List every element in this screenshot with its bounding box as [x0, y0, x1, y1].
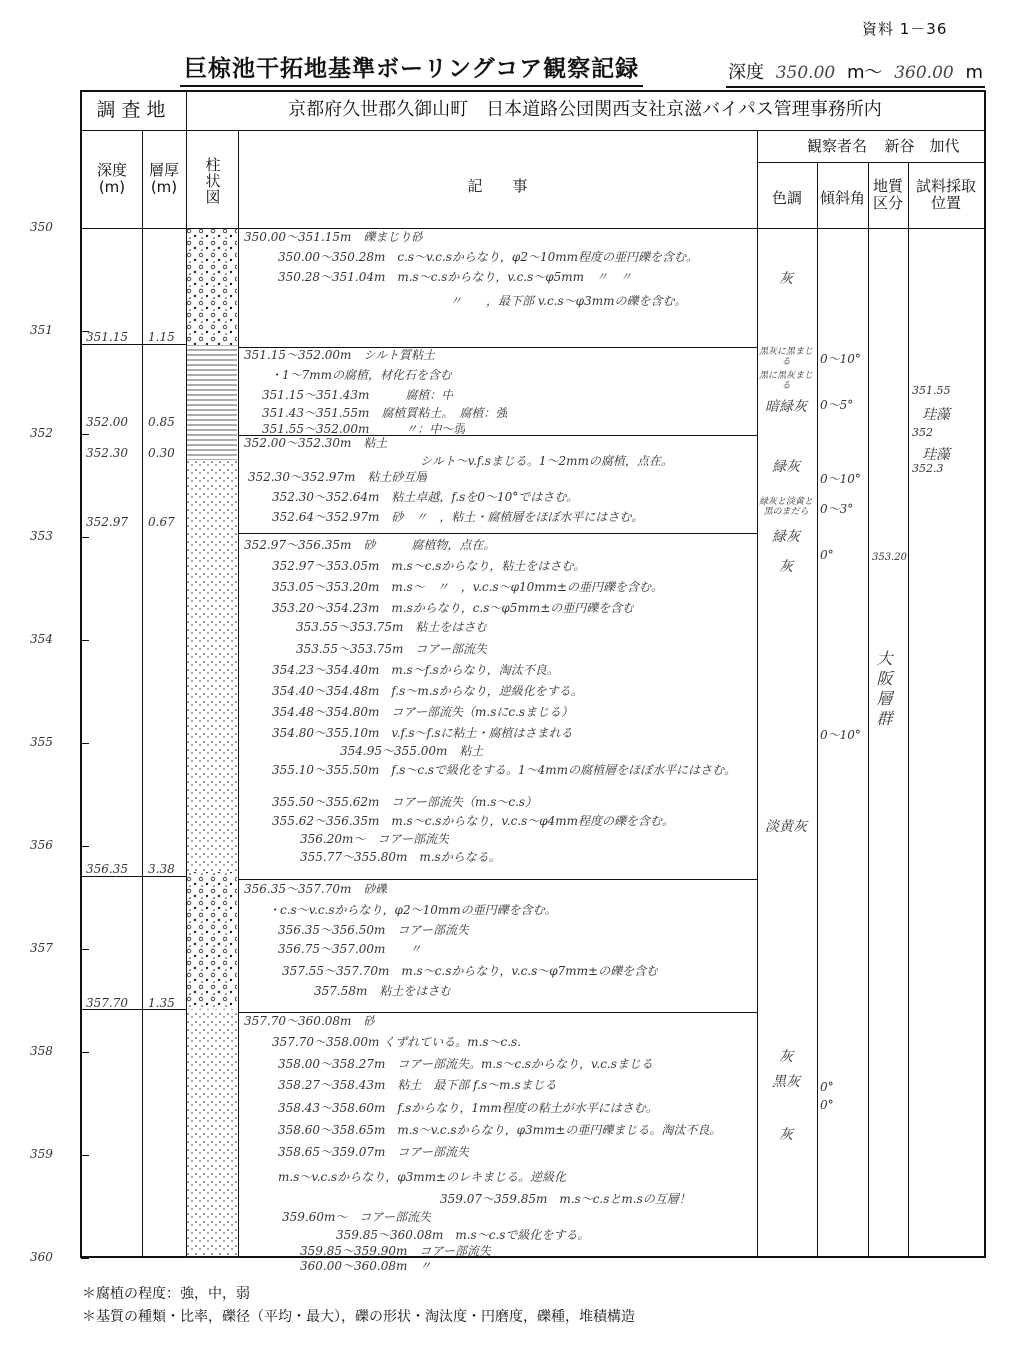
header-sample: 試料採取 位置	[915, 177, 976, 213]
layer-depth: 352.97	[86, 515, 128, 529]
note-line: 358.27～358.43m 粘土 最下部 f.s～m.sまじる	[278, 1078, 557, 1092]
dip-value: 0°	[820, 1098, 834, 1112]
layer-thickness: 0.85	[148, 415, 175, 429]
note-line: 354.23～354.40m m.s～f.sからなり，淘汰不良。	[272, 663, 559, 677]
note-line: 351.15～351.43m 腐植：中	[262, 388, 454, 402]
scale-tick	[81, 743, 89, 744]
note-line: 352.30～352.97m 粘土砂互層	[248, 470, 428, 484]
note-line: 355.10～355.50m f.s～c.sで級化をする。1～4mmの腐植層をほぼ水平にはさむ。	[272, 763, 737, 777]
note-line: 355.50～355.62m コアー部流失（m.s～c.s）	[272, 795, 538, 809]
dip-value: 0～10°	[820, 728, 861, 742]
header-depth: 深度 (m)	[96, 161, 127, 197]
observer-name: 新谷 加代	[884, 137, 960, 155]
layer-clay	[186, 430, 237, 460]
note-line: 354.40～354.48m f.s～m.sからなり，逆級化をする。	[272, 684, 583, 698]
layer-sand-lower	[186, 1009, 237, 1258]
layer-silty-clay	[186, 345, 237, 430]
observer-label: 観察者名	[806, 137, 867, 155]
scale-tick	[81, 228, 89, 229]
note-line: 356.20m～ コアー部流失	[300, 832, 450, 846]
layer-depth: 356.35	[86, 862, 128, 876]
sample-entry: 352	[912, 426, 933, 439]
header-thickness: 層厚 (m)	[148, 161, 179, 197]
note-line: 352.97～353.05m m.s～c.sからなり，粘土をはさむ。	[272, 559, 586, 573]
note-line: 353.05～353.20m m.s～ 〃 ，v.c.s～φ10mm±の亜円礫を含む。	[272, 580, 664, 594]
note-line: 351.43～351.55m 腐植質粘土。 腐植：強	[262, 406, 508, 420]
note-line: m.s～v.c.sからなり，φ3mm±のレキまじる。逆級化	[278, 1170, 567, 1184]
depth-range-label: 深度	[728, 62, 764, 83]
layer-thickness: 0.67	[148, 515, 175, 529]
document-reference: 資料 1－36	[862, 20, 948, 38]
note-line: 354.80～355.10m v.f.s～f.sに粘土・腐植はさまれる	[272, 726, 573, 740]
note-line: 350.28～351.04m m.s～c.sからなり，v.c.s～φ5mm 〃 〃	[278, 270, 633, 284]
scale-tick	[81, 1052, 89, 1053]
site-label: 調査地	[96, 99, 172, 121]
depth-mid: m～	[846, 62, 883, 83]
header-dip: 傾斜角	[819, 189, 865, 207]
note-line: 358.65～359.07m コアー部流失	[278, 1145, 469, 1159]
color-value: 灰	[779, 1127, 793, 1143]
note-line: 350.00～351.15m 礫まじり砂	[244, 230, 424, 244]
scale-tick	[81, 949, 89, 950]
layer-clay-sand-alternation	[186, 460, 237, 528]
sample-entry: 珪藻	[922, 447, 950, 463]
scale-tick-label: 353	[30, 529, 53, 543]
geologic-unit-name: 大阪層群	[874, 650, 893, 730]
layer-depth: 357.70	[86, 996, 128, 1010]
geologic-unit-boundary: 353.20	[872, 552, 907, 563]
note-line: 351.55～352.00m 〃：中～弱	[262, 422, 466, 436]
scale-tick	[81, 1258, 89, 1259]
note-line: 360.00～360.08m 〃	[300, 1259, 432, 1273]
note-line: ・1～7mmの腐植，材化石を含む	[270, 368, 453, 382]
note-line: 358.43～358.60m f.sからなり，1mm程度の粘土が水平にはさむ。	[278, 1101, 658, 1115]
note-line: 356.35～357.70m 砂礫	[244, 882, 388, 896]
color-value: 淡黄灰	[765, 819, 807, 835]
layer-thickness: 1.35	[148, 996, 175, 1010]
note-line: 356.75～357.00m 〃	[278, 942, 422, 956]
scale-tick	[81, 434, 89, 435]
depth-unit: m	[965, 62, 983, 83]
layer-thickness: 0.30	[148, 446, 175, 460]
scale-tick-label: 360	[30, 1250, 53, 1264]
depth-to: 360.00	[894, 63, 954, 83]
sample-entry: 351.55	[912, 384, 951, 397]
color-value: 黒灰	[772, 1074, 800, 1090]
note-line: 358.00～358.27m コアー部流失。m.s～c.sからなり，v.c.sまじる	[278, 1057, 653, 1071]
site-value: 京都府久世郡久御山町 日本道路公団関西支社京滋バイパス管理事務所内	[288, 99, 882, 120]
depth-range	[726, 58, 985, 88]
note-line: 355.77～355.80m m.sからなる。	[300, 850, 501, 864]
note-line: 356.35～356.50m コアー部流失	[278, 923, 469, 937]
page-title: 巨椋池干拓地基準ボーリングコア観察記録	[180, 50, 643, 87]
scale-tick-label: 355	[30, 735, 53, 749]
color-value: 黒灰に黒まじる	[758, 347, 813, 367]
scale-tick-label: 357	[30, 941, 53, 955]
color-value: 緑灰	[772, 529, 800, 545]
dip-value: 0～10°	[820, 472, 861, 486]
note-line: 354.95～355.00m 粘土	[340, 744, 484, 758]
layer-thickness: 1.15	[148, 330, 175, 344]
dip-value: 0°	[820, 548, 834, 562]
layer-thickness: 3.38	[148, 862, 175, 876]
note-line: 357.70～358.00m くずれている。m.s～c.s.	[272, 1035, 522, 1049]
color-value: 灰	[779, 271, 793, 287]
color-value: 黒に黒灰まじる	[758, 371, 813, 391]
note-line: 358.60～358.65m m.s～v.c.sからなり，φ3mm±の亜円礫まじる。淘汰不良。	[278, 1123, 722, 1137]
legend-humus: ＊腐植の程度：強，中，弱	[82, 1286, 250, 1302]
scale-tick-label: 359	[30, 1147, 53, 1161]
scale-tick-label: 356	[30, 838, 53, 852]
color-value: 緑灰	[772, 459, 800, 475]
note-line: ・c.s～v.c.sからなり，φ2～10mmの亜円礫を含む。	[268, 903, 557, 917]
note-line: 351.15～352.00m シルト質粘土	[244, 348, 436, 362]
color-value: 灰	[779, 559, 793, 575]
header-geologic-unit: 地質 区分	[872, 177, 903, 213]
note-line: 352.97～356.35m 砂 腐植物，点在。	[244, 538, 496, 552]
note-line: 353.55～353.75m コアー部流失	[296, 642, 487, 656]
layer-depth: 352.30	[86, 446, 128, 460]
sample-entry: 352.3	[912, 462, 944, 475]
note-line: 357.58m 粘土をはさむ	[314, 984, 452, 998]
layer-depth: 352.00	[86, 415, 128, 429]
color-value: 緑灰と淡黄と黒のまだら	[758, 497, 813, 517]
note-line: 352.00～352.30m 粘土	[244, 436, 388, 450]
legend-matrix: ＊基質の種類・比率，礫径（平均・最大），礫の形状・淘汰度・円磨度，礫種，堆積構造	[82, 1309, 635, 1325]
note-line: 〃 ，最下部 v.c.s～φ3mmの礫を含む。	[450, 294, 687, 308]
note-line: 352.30～352.64m 粘土卓越，f.sを0～10°ではさむ。	[272, 490, 579, 504]
note-line: 359.07～359.85m m.s～c.sとm.sの互層！	[440, 1192, 691, 1206]
scale-tick	[81, 640, 89, 641]
note-line: 352.64～352.97m 砂 〃 ，粘土・腐植層をほぼ水平にはさむ。	[272, 510, 644, 524]
dip-value: 0～10°	[820, 352, 861, 366]
note-line: 357.55～357.70m m.s～c.sからなり，v.c.s～φ7mm±の礫を含む	[282, 964, 659, 978]
dip-value: 0°	[820, 1080, 834, 1094]
color-value: 灰	[779, 1049, 793, 1065]
scale-tick	[81, 537, 89, 538]
dip-value: 0～5°	[820, 398, 854, 412]
depth-from: 350.00	[775, 63, 836, 83]
scale-tick-label: 354	[30, 632, 53, 646]
scale-tick-label: 351	[30, 323, 53, 337]
scale-tick	[81, 1155, 89, 1156]
header-column: 柱状図	[205, 156, 221, 206]
header-notes: 記 事	[467, 177, 528, 195]
layer-gravel-sand	[186, 228, 237, 345]
note-line: 353.20～354.23m m.sからなり，c.s～φ5mm±の亜円礫を含む	[272, 601, 635, 615]
layer-depth: 351.15	[86, 330, 128, 344]
scale-tick-label: 358	[30, 1044, 53, 1058]
note-line: 354.48～354.80m コアー部流失（m.sにc.sまじる）	[272, 705, 574, 719]
scale-tick-label: 350	[30, 220, 53, 234]
scale-tick-label: 352	[30, 426, 53, 440]
stratigraphic-column	[186, 228, 237, 1258]
note-line: 359.85～360.08m m.s～c.sで級化をする。	[336, 1228, 590, 1242]
note-line: 355.62～356.35m m.s～c.sからなり，v.c.s～φ4mm程度の礫を含む。	[272, 814, 675, 828]
note-line: 359.60m～ コアー部流失	[282, 1210, 432, 1224]
dip-value: 0～3°	[820, 502, 854, 516]
note-line: 353.55～353.75m 粘土をはさむ	[296, 620, 488, 634]
layer-sand	[186, 528, 237, 872]
color-value: 暗緑灰	[765, 399, 807, 415]
scale-tick	[81, 846, 89, 847]
note-line: シルト～v.f.sまじる。1～2mmの腐植，点在。	[420, 454, 673, 468]
note-line: 359.85～359.90m コアー部流失	[300, 1244, 491, 1258]
note-line: 350.00～350.28m c.s～v.c.sからなり，φ2～10mm程度の亜円礫を含む。	[278, 250, 698, 264]
sample-entry: 珪藻	[922, 407, 950, 423]
note-line: 357.70～360.08m 砂	[244, 1014, 376, 1028]
header-color: 色調	[771, 189, 802, 207]
layer-sandy-gravel	[186, 872, 237, 1009]
